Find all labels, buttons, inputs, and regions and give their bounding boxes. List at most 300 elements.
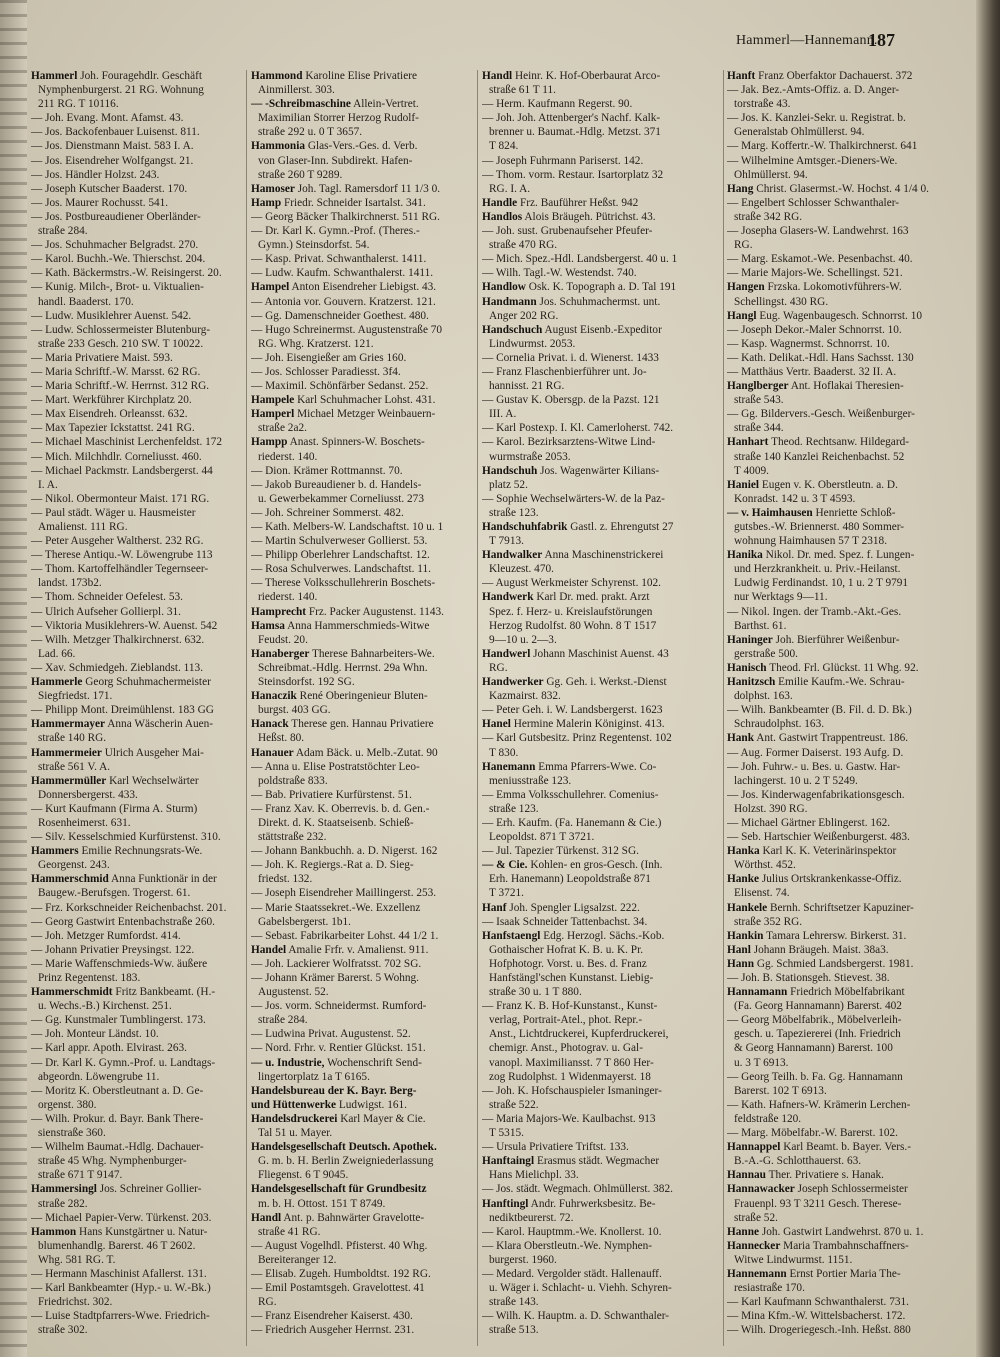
directory-line: [482, 520, 720, 534]
directory-line: [31, 929, 243, 943]
directory-line: [251, 647, 473, 661]
directory-line: [727, 295, 973, 309]
entry-text: Hanfstängl'schen Kunstanst. Liebig-: [489, 972, 654, 984]
entry-headword: Hamsa: [251, 619, 285, 632]
entry-text: — Emma Volksschullehrer. Comenius-: [482, 788, 659, 801]
entry-text: nediktbeurerst. 72.: [489, 1211, 574, 1224]
entry-text: — Nikol. Obermonteur Maist. 171 RG.: [31, 492, 210, 505]
entry-text: straße 282.: [38, 1197, 88, 1210]
entry-text: straße 342 RG.: [734, 210, 803, 223]
directory-line: [31, 365, 243, 379]
directory-line: [31, 125, 243, 139]
entry-headword: Hann: [727, 957, 755, 970]
directory-line: [727, 1098, 973, 1112]
entry-text: straße 140 RG.: [38, 732, 107, 745]
entry-text: — Erh. Kaufm. (Fa. Hanemann & Cie.): [482, 816, 662, 829]
entry-text: — Kath. Delikat.-Hdl. Hans Sachsst. 130: [727, 351, 914, 364]
entry-text: Whg. 581 RG. T.: [38, 1253, 116, 1266]
entry-text: Anast. Spinners-W. Boschets-: [289, 436, 425, 449]
directory-line: [727, 661, 973, 675]
directory-line: [482, 83, 720, 97]
directory-line: [727, 872, 973, 886]
directory-line: [251, 252, 473, 266]
entry-text: — Jos. Eisendreher Wolfgangst. 21.: [31, 154, 194, 167]
directory-line: [31, 309, 243, 323]
directory-line: [482, 1182, 720, 1196]
entry-headword: Handwalker: [482, 549, 543, 562]
entry-headword: Handwerk: [482, 591, 534, 604]
directory-line: [251, 816, 473, 830]
entry-text: Karl Beamt. b. Bayer. Vers.-: [783, 1141, 911, 1154]
entry-headword: Hanel: [482, 718, 511, 731]
entry-headword: Handschuch: [482, 323, 543, 336]
directory-line: [31, 1225, 243, 1239]
entry-text: Christ. Glasermst.-W. Hochst. 4 1/4 0.: [756, 182, 929, 195]
directory-line: [482, 196, 720, 210]
entry-text: Kleuzest. 470.: [489, 563, 554, 576]
entry-text: Georgenst. 243.: [38, 859, 110, 872]
directory-line: [727, 1112, 973, 1126]
entry-text: gesch. u. Tapeziererei (Inh. Friedrich: [734, 1028, 901, 1041]
directory-line: [251, 1197, 473, 1211]
entry-text: m. b. H. Ottost. 151 T 8749.: [258, 1197, 386, 1210]
directory-line: [727, 69, 973, 83]
entry-text: Spez. f. Herz- u. Kreislaufstörungen: [489, 605, 653, 618]
entry-text: T 4009.: [734, 464, 769, 477]
entry-text: — Xav. Schmiedgeh. Zieblandst. 113.: [31, 661, 204, 674]
entry-text: — Sebast. Fabrikarbeiter Lohst. 44 1/2 1.: [251, 929, 439, 942]
directory-line: [31, 1112, 243, 1126]
entry-text: — Wilh. Tagl.-W. Westendst. 740.: [482, 267, 637, 280]
entry-text: Lindwurmst. 2053.: [489, 337, 576, 350]
directory-line: [727, 464, 973, 478]
entry-text: burgerst. 1960.: [489, 1253, 557, 1266]
directory-line: [251, 886, 473, 900]
directory-line: [482, 1267, 720, 1281]
directory-line: [251, 661, 473, 675]
directory-line: [482, 647, 720, 661]
entry-text: — Georg Bäcker Thalkirchnerst. 511 RG.: [251, 210, 440, 223]
directory-line: [31, 407, 243, 421]
entry-text: Friedrichst. 302.: [38, 1296, 113, 1309]
directory-line: [251, 760, 473, 774]
entry-text: — Wilh. Metzger Thalkirchnerst. 632.: [31, 633, 205, 646]
entry-text: — Jos. Postbureaudiener Oberländer-: [31, 210, 201, 223]
entry-text: Herzog Rudolfst. 80 Wohn. 8 T 1517: [489, 619, 657, 632]
entry-text: Franz Oberfaktor Dachauerst. 372: [758, 70, 913, 82]
directory-line: [31, 1070, 243, 1084]
directory-line: [31, 1013, 243, 1027]
directory-line: [251, 224, 473, 238]
entry-text: — Mina Kfm.-W. Wittelsbacherst. 172.: [727, 1310, 906, 1323]
directory-line: [482, 224, 720, 238]
directory-line: [251, 435, 473, 449]
entry-text: — Joseph Kutscher Baaderst. 170.: [31, 182, 188, 195]
directory-line: [482, 590, 720, 604]
entry-text: RG. I. A.: [489, 182, 531, 195]
directory-line: [31, 1084, 243, 1098]
entry-text: — Franz Flaschenbierführer unt. Jo-: [482, 365, 647, 378]
entry-text: Edg. Herzogl. Sächs.-Kob.: [543, 929, 665, 942]
directory-line: [727, 1056, 973, 1070]
entry-headword: Hammerschmidt: [31, 986, 113, 999]
entry-text: — Johann Krämer Barerst. 5 Wohng.: [251, 972, 419, 984]
directory-line: [482, 534, 720, 548]
entry-text: Therese gen. Hannau Privatiere: [291, 718, 434, 731]
entry-text: Kohlen- en gros-Gesch. (Inh.: [530, 859, 663, 872]
directory-line: [251, 957, 473, 971]
entry-text: straße 260 T 9289.: [258, 168, 343, 181]
entry-text: Ant. Hoflakai Theresien-: [790, 380, 904, 393]
directory-line: [251, 421, 473, 435]
entry-headword: Hammersingl: [31, 1183, 97, 1196]
directory-line: [482, 379, 720, 393]
directory-line: [727, 999, 973, 1013]
entry-headword: — -Schreibmaschine: [251, 98, 351, 111]
directory-line: [31, 717, 243, 731]
entry-text: — Nord. Frhr. v. Rentier Glückst. 151.: [251, 1042, 426, 1055]
directory-line: [251, 1253, 473, 1267]
entry-text: riederst. 140.: [258, 450, 318, 463]
entry-headword: Hannawacker: [727, 1183, 795, 1196]
entry-text: — Wilh. K. Hauptm. a. D. Schwanthaler-: [482, 1310, 670, 1323]
entry-headword: — v. Haimhausen: [727, 506, 813, 519]
directory-line: [251, 1323, 473, 1337]
directory-line: [727, 168, 973, 182]
directory-line: [727, 351, 973, 365]
entry-text: — Marg. Eskamot.-We. Pesenbachst. 40.: [727, 253, 913, 266]
entry-text: Glas-Vers.-Ges. d. Verb.: [307, 140, 418, 153]
entry-text: — Georg Möbelfabrik., Möbelverleih-: [727, 1014, 902, 1027]
entry-text: Gg. Geh. i. Werkst.-Dienst: [546, 676, 667, 689]
entry-text: Andr. Fuhrwerksbesitz. Be-: [530, 1197, 656, 1210]
entry-text: — Jos. K. Kanzlei-Sekr. u. Registrat. b.: [727, 112, 906, 125]
directory-line: [727, 379, 973, 393]
entry-headword: Hampp: [251, 436, 288, 449]
directory-line: [31, 506, 243, 520]
directory-line: [727, 337, 973, 351]
directory-line: [251, 985, 473, 999]
directory-line: [31, 1098, 243, 1112]
directory-line: [727, 1225, 973, 1239]
entry-text: Wochenschrift Send-: [327, 1056, 422, 1069]
entry-text: Kazmairst. 832.: [489, 690, 561, 703]
entry-headword: Haniel: [727, 478, 760, 491]
directory-line: [251, 393, 473, 407]
entry-text: — Ludw. Kaufm. Schwanthalerst. 1411.: [251, 267, 434, 280]
directory-line: [482, 1197, 720, 1211]
directory-line: [31, 182, 243, 196]
directory-line: [727, 1027, 973, 1041]
entry-headword: Hanisch: [727, 661, 767, 674]
entry-text: — Joh. B. Stationsgeh. Stievest. 38.: [727, 972, 890, 984]
directory-line: [251, 1084, 473, 1098]
entry-text: Jos. Schreiner Gollier-: [99, 1183, 202, 1196]
entry-headword: Hanftaingl: [482, 1155, 535, 1168]
entry-headword: Hanika: [727, 549, 763, 562]
entry-text: straße 292 u. 0 T 3657.: [258, 126, 363, 139]
entry-text: Elisenst. 74.: [734, 887, 790, 900]
directory-line: [727, 139, 973, 153]
directory-line: [482, 1253, 720, 1267]
entry-text: Karoline Elise Privatiere: [305, 70, 417, 82]
column-rule: [723, 70, 724, 1346]
entry-text: straße 543.: [734, 394, 784, 407]
entry-text: — Joh. sust. Grubenaufseher Pfeufer-: [482, 225, 653, 238]
directory-line: [727, 1084, 973, 1098]
entry-text: — Jos. vorm. Schneidermst. Rumford-: [251, 1000, 427, 1013]
directory-line: [251, 731, 473, 745]
directory-line: [482, 506, 720, 520]
directory-line: [251, 379, 473, 393]
entry-text: — Karl Gutsbesitz. Prinz Regentenst. 102: [482, 732, 672, 745]
directory-line: [31, 478, 243, 492]
directory-line: [251, 774, 473, 788]
entry-text: Alois Bräugeh. Pütrichst. 43.: [524, 210, 656, 223]
directory-line: [727, 971, 973, 985]
entry-text: Eugen v. K. Oberstleutn. a. D.: [761, 478, 898, 491]
entry-text: Schreibmat.-Hdlg. Herrnst. 29a Whn.: [258, 661, 428, 674]
entry-text: — Silv. Kesselschmied Kurfürstenst. 310.: [31, 831, 221, 844]
directory-line: [251, 238, 473, 252]
directory-line: [31, 379, 243, 393]
entry-text: — Joseph Dekor.-Maler Schnorrst. 10.: [727, 323, 902, 336]
directory-line: [251, 788, 473, 802]
entry-text: — Matthäus Vertr. Baaderst. 32 II. A.: [727, 365, 897, 378]
entry-headword: Hammermüller: [31, 774, 107, 787]
entry-text: — Marie Majors-We. Schellingst. 521.: [727, 267, 903, 280]
entry-text: Rosenheimerst. 631.: [38, 816, 131, 829]
directory-line: [727, 421, 973, 435]
directory-line: [727, 450, 973, 464]
column-rule: [246, 70, 247, 1346]
entry-text: Donnersbergerst. 433.: [38, 788, 138, 801]
entry-text: — Wilh. Drogeriegesch.-Inh. Heßst. 880: [727, 1324, 911, 1337]
entry-text: gutsbes.-W. Briennerst. 480 Sommer-: [734, 521, 905, 533]
entry-text: — Mich. Milchhdlr. Corneliusst. 460.: [31, 450, 202, 463]
directory-line: [31, 999, 243, 1013]
directory-line: [31, 633, 243, 647]
entry-text: verlag, Portrait-Atel., phot. Repr.-: [489, 1014, 643, 1027]
entry-text: Emma Pfarrers-Wwe. Co-: [538, 760, 657, 773]
entry-text: Frzska. Lokomotivführers-W.: [767, 281, 902, 294]
entry-headword: Hankele: [727, 901, 768, 914]
entry-text: Michael Metzger Weinbauern-: [297, 408, 436, 421]
entry-text: — Johann Bankbuchh. a. D. Nigerst. 162: [251, 845, 438, 858]
entry-headword: Handl: [482, 70, 513, 82]
entry-text: Hermine Malerin Königinst. 413.: [513, 718, 665, 731]
entry-text: Joh. Fouragehdlr. Geschäft: [80, 70, 202, 82]
entry-text: Osk. K. Topograph a. D. Tal 191: [528, 281, 677, 294]
directory-line: [482, 295, 720, 309]
directory-line: [482, 774, 720, 788]
entry-text: — Moritz K. Oberstleutnant a. D. Ge-: [31, 1084, 204, 1097]
directory-line: [727, 1211, 973, 1225]
entry-text: — Joh. K. Regiergs.-Rat a. D. Sieg-: [251, 859, 414, 872]
directory-line: [482, 1084, 720, 1098]
directory-line: [482, 943, 720, 957]
entry-headword: Hannamann: [727, 986, 788, 999]
entry-text: — Jos. Dienstmann Maist. 583 I. A.: [31, 140, 194, 153]
directory-line: [31, 520, 243, 534]
entry-text: — Ulrich Aufseher Gollierpl. 31.: [31, 605, 181, 618]
entry-text: Konradst. 142 u. 3 T 4593.: [734, 492, 856, 505]
entry-text: — Wilh. Bankbeamter (B. Fil. d. D. Bk.): [727, 704, 912, 717]
entry-text: Ther. Privatiere s. Hanak.: [768, 1169, 885, 1182]
entry-text: lingertorplatz 1a T 6165.: [258, 1070, 370, 1083]
entry-text: Johann Maschinist Auenst. 43: [533, 647, 669, 660]
entry-text: Joh. Bierführer Weißenbur-: [775, 633, 900, 646]
directory-line: [251, 323, 473, 337]
entry-headword: Handelsgesellschaft Deutsch. Apothek.: [251, 1141, 437, 1154]
entry-text: brenner u. Baumat.-Hdlg. Metzst. 371: [489, 126, 661, 139]
directory-line: [251, 619, 473, 633]
directory-line: [482, 760, 720, 774]
entry-text: Maria Trambahnschaffners-: [783, 1239, 909, 1252]
entry-text: T 830.: [489, 746, 519, 759]
directory-line: [727, 1126, 973, 1140]
directory-line: [251, 1211, 473, 1225]
directory-line: [31, 548, 243, 562]
entry-headword: Hammonia: [251, 140, 305, 153]
entry-text: Theod. Frl. Glückst. 11 Whg. 92.: [769, 661, 919, 674]
entry-text: Frz. Bauführer Heßst. 942: [519, 196, 639, 209]
entry-text: Friedrich Möbelfabrikant: [790, 986, 905, 999]
entry-text: — August Vogelhdl. Pfisterst. 40 Whg.: [251, 1239, 428, 1252]
directory-line: [482, 802, 720, 816]
entry-text: — Kunig. Milch-, Brot- u. Viktualien-: [31, 281, 204, 294]
entry-text: straße 284.: [38, 225, 88, 238]
directory-line: [31, 97, 243, 111]
directory-line: [727, 746, 973, 760]
directory-line: [31, 1168, 243, 1182]
entry-text: u. Wechs.-B.) Kirchenst. 251.: [38, 1000, 172, 1013]
entry-text: — Herm. Kaufmann Regerst. 90.: [482, 98, 633, 111]
entry-text: — Klara Oberstleutn.-We. Nymphen-: [482, 1239, 653, 1252]
entry-text: Anna Funktionär in der: [111, 873, 217, 886]
directory-line: [251, 971, 473, 985]
entry-text: vanopl. Maximiliansst. 7 T 860 Her-: [489, 1056, 654, 1069]
entry-text: Ulrich Ausgeher Mai-: [104, 746, 204, 759]
entry-text: — Maria Privatiere Maist. 593.: [31, 351, 173, 364]
directory-line: [31, 154, 243, 168]
directory-line: [482, 280, 720, 294]
entry-text: T 824.: [489, 140, 519, 153]
entry-headword: — & Cie.: [482, 859, 528, 872]
directory-line: [727, 506, 973, 520]
directory-line: [251, 464, 473, 478]
entry-text: Karl Mayer & Cie.: [340, 1112, 426, 1125]
entry-text: August Eisenb.-Expeditor: [544, 323, 662, 336]
directory-line: [251, 1295, 473, 1309]
entry-text: Ohlmüllerst. 94.: [734, 168, 808, 181]
entry-headword: Handelsgesellschaft für Grundbesitz: [251, 1183, 427, 1196]
directory-line: [251, 689, 473, 703]
directory-line: [251, 365, 473, 379]
directory-line: [251, 520, 473, 534]
directory-line: [251, 901, 473, 915]
directory-line: [482, 464, 720, 478]
directory-line: [482, 365, 720, 379]
entry-text: Amalienst. 111 RG.: [38, 521, 128, 533]
directory-line: [727, 111, 973, 125]
entry-text: Erh. Hanemann) Leopoldstraße 871: [489, 873, 651, 886]
directory-line: [482, 1112, 720, 1126]
directory-line: [727, 830, 973, 844]
entry-text: — Karol. Hauptmm.-We. Knollerst. 10.: [482, 1225, 662, 1238]
directory-line: [727, 816, 973, 830]
entry-text: — Karol. Buchh.-We. Thierschst. 204.: [31, 253, 206, 266]
directory-line: [31, 252, 243, 266]
entry-text: Ant. Gastwirt Trappentreust. 186.: [756, 732, 909, 745]
directory-line: [31, 703, 243, 717]
entry-text: Adam Bäck. u. Melb.-Zutat. 90: [295, 746, 438, 759]
entry-text: Gg. Schmied Landsbergerst. 1981.: [756, 957, 914, 970]
entry-text: — Michael Packmstr. Landsbergerst. 44: [31, 464, 213, 477]
entry-headword: Handlos: [482, 210, 523, 223]
entry-text: Steinsdorfst. 192 SG.: [258, 676, 355, 689]
entry-text: — Hermann Maschinist Afallerst. 131.: [31, 1267, 207, 1280]
entry-text: — Thom. Kartoffelhändler Tegernseer-: [31, 563, 209, 576]
directory-line: [727, 393, 973, 407]
entry-text: straße 123.: [489, 506, 539, 519]
entry-headword: Hanne: [727, 1225, 760, 1238]
directory-line: [251, 1112, 473, 1126]
entry-text: — Peter Geh. i. W. Landsbergerst. 1623: [482, 704, 663, 717]
directory-line: [727, 1182, 973, 1196]
entry-text: — Georg Teilh. b. Fa. Gg. Hannamann: [727, 1070, 903, 1083]
entry-headword: Hanft: [727, 70, 756, 82]
directory-column-1: [31, 69, 243, 1337]
directory-line: [251, 450, 473, 464]
entry-headword: Handwerl: [482, 647, 531, 660]
directory-line: [31, 266, 243, 280]
directory-line: [251, 1267, 473, 1281]
directory-column-4: [727, 69, 973, 1337]
directory-line: [31, 1295, 243, 1309]
directory-line: [482, 1323, 720, 1337]
entry-text: Barthst. 61.: [734, 619, 787, 632]
entry-text: — Karl Postexp. I. Kl. Camerloherst. 742.: [482, 422, 674, 435]
directory-line: [727, 238, 973, 252]
entry-headword: Hamp: [251, 196, 282, 209]
directory-line: [31, 590, 243, 604]
entry-headword: Handschuh: [482, 464, 538, 477]
directory-line: [482, 1041, 720, 1055]
entry-text: — Hugo Schreinermst. Augustenstraße 70: [251, 323, 443, 336]
entry-text: Generalstab Ohlmüllerst. 94.: [734, 126, 865, 139]
entry-text: Ludwig Ferdinandst. 10, 1 u. 2 T 9791: [734, 577, 909, 590]
entry-headword: Hanitzsch: [727, 676, 776, 689]
directory-line: [482, 69, 720, 83]
entry-headword: Hanl: [727, 943, 751, 956]
directory-line: [251, 943, 473, 957]
entry-text: Gabelsbergerst. 1b1.: [258, 915, 351, 928]
directory-line: [482, 1013, 720, 1027]
directory-line: [727, 985, 973, 999]
entry-text: — Marie Waffenschmieds-Ww. äußere: [31, 957, 208, 970]
entry-headword: Handl: [251, 1211, 282, 1224]
entry-text: — Joh. Evang. Mont. Afamst. 43.: [31, 112, 184, 125]
entry-text: Lad. 66.: [38, 647, 76, 660]
entry-text: — Wilh. Prokur. d. Bayr. Bank There-: [31, 1112, 204, 1125]
entry-text: Anna Wäscherin Auen-: [107, 718, 214, 731]
entry-headword: Hamprecht: [251, 605, 307, 618]
entry-text: René Oberingenieur Bluten-: [299, 690, 428, 703]
directory-line: [31, 760, 243, 774]
entry-text: (Fa. Georg Hannamann) Barerst. 402: [734, 1000, 902, 1013]
entry-text: — Josepha Glasers-W. Landwehrst. 163: [727, 225, 909, 238]
